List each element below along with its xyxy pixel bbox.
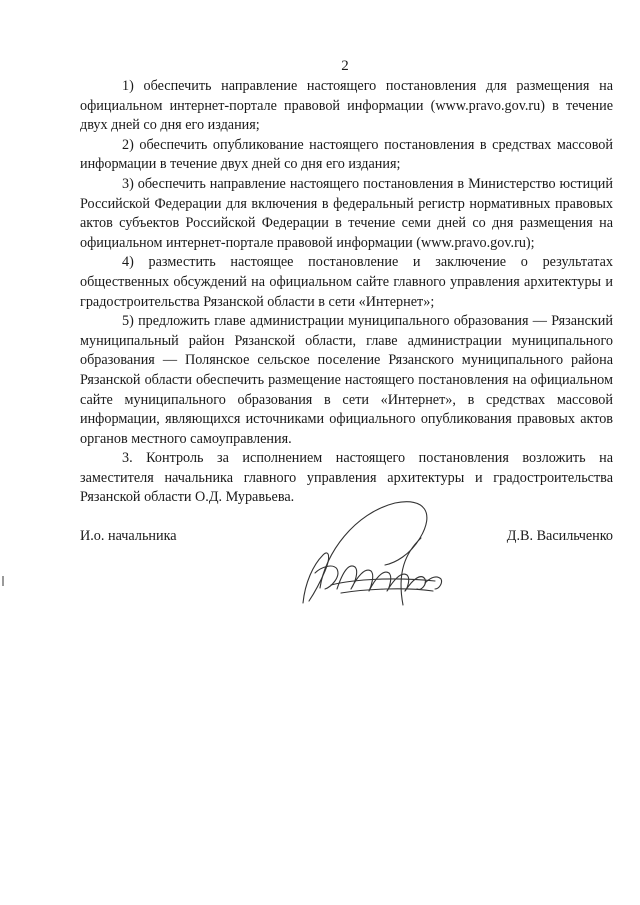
- paragraph-item-5: 5) предложить главе администрации муниципального образования — Рязанский муниципальный район Рязанской области, главе администрации муниципального образования — Полянское сельское поселение Рязанского муниципального района Рязанской области обеспечить размещение настоящего постановления на официальном сайте муниципального образования в сети «Интернет», в средствах массовой информации, являющихся источниками официального опубликования правовых актов органов местного самоуправления.: [80, 313, 613, 447]
- page-number: 2: [341, 58, 349, 74]
- handwritten-signature: [285, 493, 465, 613]
- signer-name: Д.В. Васильченко: [506, 528, 613, 544]
- paragraph-item-2: 2) обеспечить опубликование настоящего постановления в средствах массовой информации в течение двух дней со дня его издания;: [80, 136, 613, 173]
- paragraph-item-1: 1) обеспечить направление настоящего постановления для размещения на официальном интернет-портале правовой информации (www.pravo.gov.ru) в течение двух дней со дня его издания;: [80, 78, 613, 134]
- document-body: [80, 77, 613, 508]
- signer-role: И.о. начальника: [80, 528, 177, 544]
- scan-edge-mark: [2, 576, 4, 586]
- paragraph-control: 3. Контроль за исполнением настоящего постановления возложить на заместителя начальника главного управления архитектуры и градостроительства Рязанской области О.Д. Муравьева.: [80, 450, 613, 506]
- signature-block: [80, 528, 613, 608]
- paragraph-item-3: 3) обеспечить направление настоящего постановления в Министерство юстиций Российской Федерации для включения в федеральный регистр нормативных правовых актов субъектов Российской Федерации в течение семи дней со дня размещения на официальном интернет-портале правовой информации (www.pravo.gov.ru);: [80, 175, 613, 251]
- paragraph-item-4: 4) разместить настоящее постановление и заключение о результатах общественных обсуждений на официальном сайте главного управления архитектуры и градостроительства Рязанской области в сети «Интернет»;: [80, 254, 613, 310]
